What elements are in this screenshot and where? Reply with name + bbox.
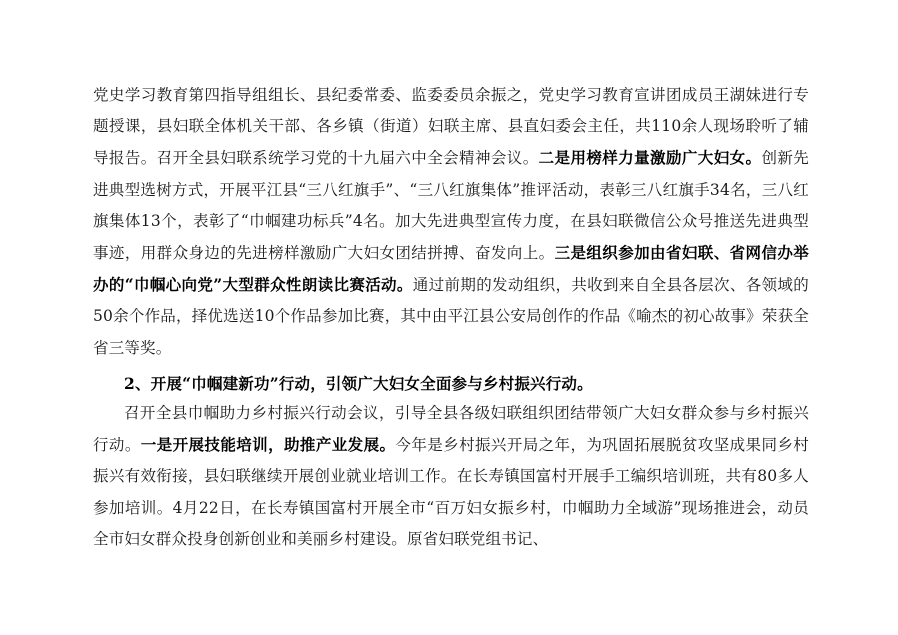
paragraph-text: 通过前期的发动组织，共收到来自全县各层次、各领域的50余个作品，择优选送10个作品参加比赛，其中由平江县公安局创作的作品《喻杰的初心故事》荣获全省三等奖。 xyxy=(93,276,809,357)
body-paragraph-2 xyxy=(93,398,809,555)
paragraph-text: 党史学习教育第四指导组组长、县纪委常委、监委委员余振之，党史学习教育宣讲团成员王湖妹进行专题授课，县妇联全体机关干部、各乡镇（街道）妇联主席、县直妇委会主任，共110余人现场聆听了辅导报告。召开全县妇联系统学习党的十九届六中全会精神会议。 xyxy=(93,86,809,168)
paragraph-text: 创新先进典型选树方式，开展平江县“三八红旗手”、“三八红旗集体”推评活动，表彰三八红旗手34名，三八红旗集体13个，表彰了“巾帼建功标兵”4名。加大先进典型宣传力度，在县妇联微信公众号推送先进典型事迹，用群众身边的先进榜样激励广大妇女团结拼搏、奋发向上。 xyxy=(93,149,809,263)
section-heading xyxy=(93,368,809,400)
section-heading-text: 2、开展“巾帼建新功”行动，引领广大妇女全面参与乡村振兴行动。 xyxy=(124,374,593,393)
body-paragraph-1 xyxy=(93,80,809,364)
bold-heading-1: 一是开展技能培训，助推产业发展。 xyxy=(140,435,396,455)
paragraph-text: 召开全县巾帼助力乡村振兴行动会议，引导全县各级妇联组织团结带领广大妇女群众参与乡村振兴行动。 xyxy=(93,404,809,455)
paragraph-text: 今年是乡村振兴开局之年，为巩固拓展脱贫攻坚成果同乡村振兴有效衔接，县妇联继续开展创业就业培训工作。在长寿镇国富村开展手工编织培训班，共有80多人参加培训。4月22日，在长寿镇国富村开展全市“百万妇女振乡村，巾帼助力全域游”现场推进会，动员全市妇女群众投身创新创业和美丽乡村建设。原省妇联党组书记、 xyxy=(93,436,809,548)
bold-heading-2: 二是用榜样力量激励广大妇女。 xyxy=(538,148,762,168)
bold-heading-3: 三是组织参加由省妇联、省网信办举办的“巾帼心向党”大型群众性朗读比赛活动。 xyxy=(93,243,809,295)
